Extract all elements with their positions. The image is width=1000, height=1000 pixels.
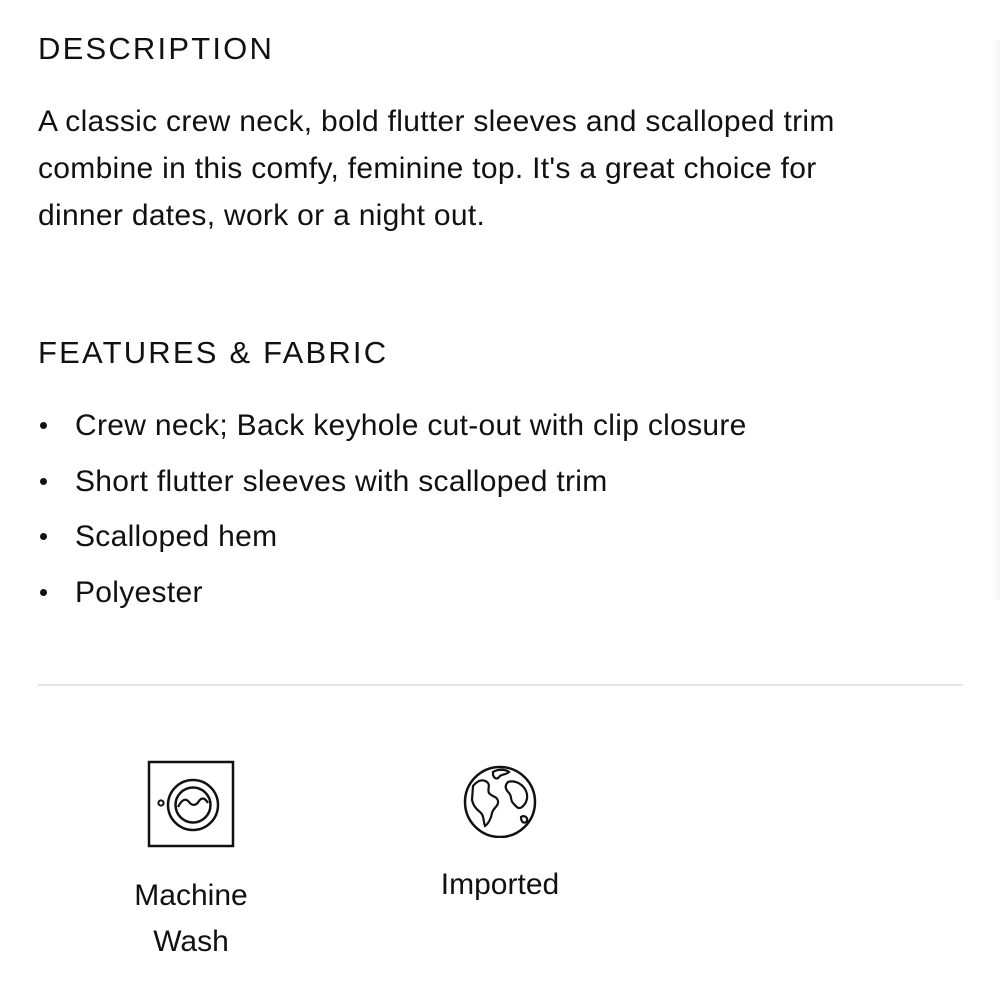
- description-line: dinner dates, work or a night out.: [38, 199, 486, 232]
- feature-item: Short flutter sleeves with scalloped trim: [38, 454, 747, 510]
- description-heading: DESCRIPTION: [38, 31, 275, 66]
- care-label: Imported: [440, 868, 560, 901]
- description-line: combine in this comfy, feminine top. It's a great choice for: [38, 152, 817, 185]
- features-list: [38, 398, 747, 620]
- machine-wash-icon: [147, 760, 235, 848]
- feature-item: Polyester: [38, 565, 747, 621]
- feature-item: Crew neck; Back keyhole cut-out with clip closure: [38, 398, 747, 454]
- description-line: A classic crew neck, bold flutter sleeves and scalloped trim: [38, 105, 835, 138]
- feature-item: Scalloped hem: [38, 509, 747, 565]
- care-label: Machine Wash: [134, 879, 248, 958]
- care-item-machine-wash: [106, 760, 276, 965]
- features-heading: FEATURES & FABRIC: [38, 335, 389, 370]
- description-text: [38, 98, 950, 239]
- care-item-imported: [420, 760, 580, 908]
- scroll-edge-shadow: [990, 40, 1000, 600]
- section-divider: [38, 684, 963, 686]
- globe-icon: [461, 760, 539, 838]
